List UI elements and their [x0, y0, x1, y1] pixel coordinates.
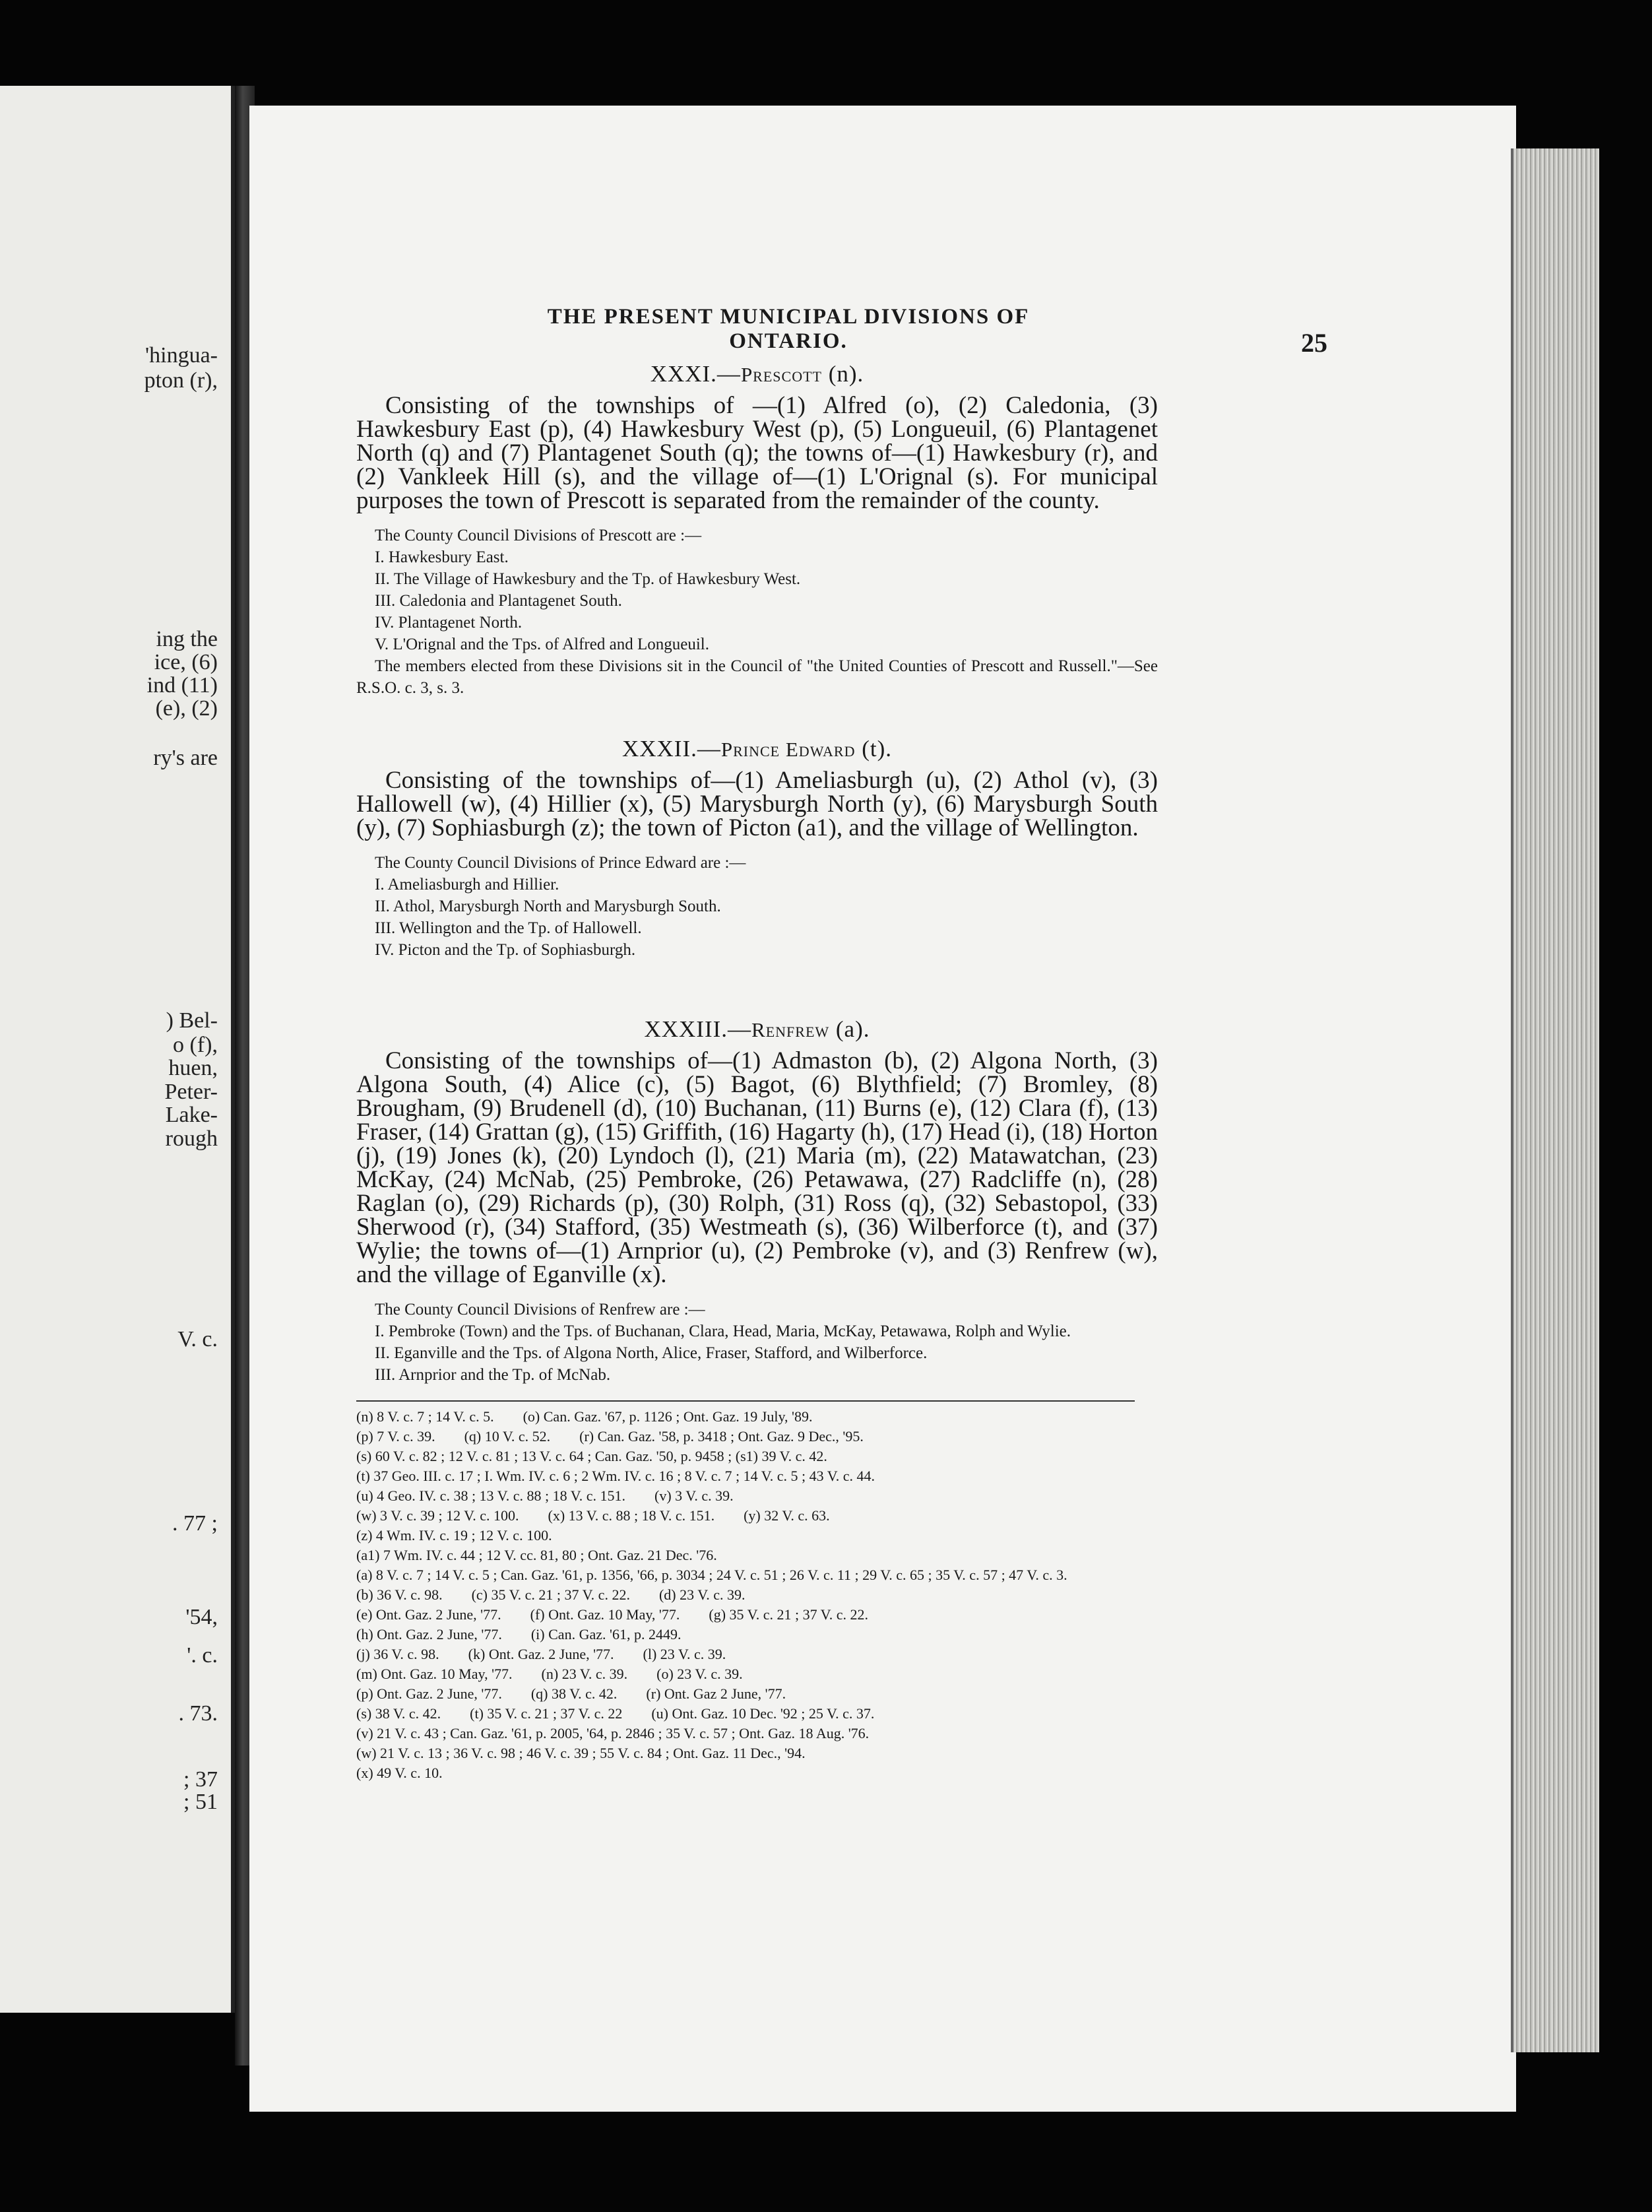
footnote: (z) 4 Wm. IV. c. 19 ; 12 V. c. 100.	[356, 1527, 552, 1544]
left-page-text-fragment: 'hingua-	[145, 343, 218, 368]
left-page-text-fragment: pton (r),	[144, 368, 218, 393]
section-name: Renfrew	[751, 1018, 830, 1041]
section-name: Prince Edward	[720, 738, 856, 761]
footnote: (u) 4 Geo. IV. c. 38 ; 13 V. c. 88 ; 18 V. c. 151. (v) 3 V. c. 39.	[356, 1487, 734, 1504]
council-heading: The County Council Divisions of Prescott are :—	[375, 527, 702, 544]
division-item: IV. Picton and the Tp. of Sophiasburgh.	[375, 941, 636, 959]
section-title	[356, 361, 1158, 387]
running-head: THE PRESENT MUNICIPAL DIVISIONS OF ONTARIO.	[547, 305, 1030, 353]
division-item: II. Athol, Marysburgh North and Marysburgh South.	[375, 897, 721, 915]
left-page-text-fragment: ice, (6)	[154, 650, 218, 674]
left-page-text-fragment: ; 51	[183, 1790, 218, 1814]
section-mark: (n).	[821, 361, 864, 387]
footnote: (p) Ont. Gaz. 2 June, '77. (q) 38 V. c. 42. (r) Ont. Gaz 2 June, '77.	[356, 1685, 786, 1702]
footnote: (w) 21 V. c. 13 ; 36 V. c. 98 ; 46 V. c. 39 ; 55 V. c. 84 ; Ont. Gaz. 11 Dec., '94.	[356, 1745, 806, 1761]
left-page-text-fragment: V. c.	[177, 1327, 218, 1351]
council-heading: The County Council Divisions of Renfrew are :—	[375, 1301, 705, 1318]
footnote: (p) 7 V. c. 39. (q) 10 V. c. 52. (r) Can. Gaz. '58, p. 3418 ; Ont. Gaz. 9 Dec., '95.	[356, 1428, 864, 1445]
left-page-text-fragment: ry's are	[153, 746, 218, 770]
section-renfrew	[356, 1016, 1158, 1386]
division-item: III. Caledonia and Plantagenet South.	[375, 592, 622, 610]
section-paragraph: Consisting of the townships of—(1) Admaston (b), (2) Algona North, (3) Algona South, (4) Alice (c), (5) Bagot, (6) Blythfield; (7) Bromley, (8) Brougham, (9) Brudenell (d), (10) Buchanan, (11) Burns (e), (12) Clara (f), (13) Fraser, (14) Grattan (g), (15) Griffith, (16) Hagarty (h), (17) Head (i), (18) Horton (j), (19) Jones (k), (20) Lyndoch (l), (21) Maria (m), (22) Matawatchan, (23) McKay, (24) McNab, (25) Pembroke, (26) Petawawa, (27) Radcliffe (n), (28) Raglan (o), (29) Richards (p), (30) Rolph, (31) Ross (q), (32) Sebastopol, (33) Sherwood (r), (34) Stafford, (35) Westmeath (s), (36) Wilberforce (t), and (37) Wylie; the towns of—(1) Arnprior (u), (2) Pembroke (v), and (3) Renfrew (w), and the village of Eganville (x).	[356, 1047, 1158, 1288]
left-page-text-fragment: ing the	[156, 627, 218, 651]
page-edge-stack	[1511, 148, 1599, 2052]
section-numeral: XXXI.—	[650, 361, 741, 387]
left-page-text-fragment: Lake-	[165, 1103, 218, 1127]
section-numeral: XXXIII.—	[644, 1016, 752, 1042]
left-page-text-fragment: . 77 ;	[172, 1511, 218, 1536]
left-page-text-fragment: '. c.	[187, 1643, 218, 1668]
division-item: I. Pembroke (Town) and the Tps. of Buchanan, Clara, Head, Maria, McKay, Petawawa, Rolph and Wylie.	[375, 1322, 1071, 1340]
left-page-text-fragment: Peter-	[164, 1080, 218, 1104]
section-paragraph: Consisting of the townships of—(1) Ameliasburgh (u), (2) Athol (v), (3) Hallowell (w), (4) Hillier (x), (5) Marysburgh North (y), (6) Marysburgh South (y), (7) Sophiasburgh (z); the town of Picton (a1), and the village of Wellington.	[356, 767, 1158, 841]
division-item: I. Hawkesbury East.	[375, 548, 509, 566]
footnote: (s) 60 V. c. 82 ; 12 V. c. 81 ; 13 V. c. 64 ; Can. Gaz. '50, p. 9458 ; (s1) 39 V. c. 42.	[356, 1448, 827, 1464]
left-facing-page	[0, 86, 235, 2013]
footnote: (a) 8 V. c. 7 ; 14 V. c. 5 ; Can. Gaz. '61, p. 1356, '66, p. 3034 ; 24 V. c. 51 ; 26 V. c. 11 ; 29 V. c. 65 ; 35 V. c. 57 ; 47 V. c. 3.	[356, 1567, 1067, 1583]
section-prescott	[356, 361, 1158, 699]
footnote: (w) 3 V. c. 39 ; 12 V. c. 100. (x) 13 V. c. 88 ; 18 V. c. 151. (y) 32 V. c. 63.	[356, 1507, 830, 1524]
left-page-text-fragment: '54,	[185, 1605, 218, 1629]
footnote: (j) 36 V. c. 98. (k) Ont. Gaz. 2 June, '77. (l) 23 V. c. 39.	[356, 1646, 726, 1662]
footnote: (x) 49 V. c. 10.	[356, 1765, 443, 1781]
division-item: III. Wellington and the Tp. of Hallowell.	[375, 919, 642, 937]
section-paragraph: Consisting of the townships of —(1) Alfred (o), (2) Caledonia, (3) Hawkesbury East (p), (4) Hawkesbury West (p), (5) Longueuil, (6) Plantagenet North (q) and (7) Plantagenet South (q); the towns of—(1) Hawkesbury (r), and (2) Vankleek Hill (s), and the village of—(1) L'Orignal (s). For municipal purposes the town of Prescott is separated from the remainder of the county.	[356, 392, 1158, 514]
footnote: (b) 36 V. c. 98. (c) 35 V. c. 21 ; 37 V. c. 22. (d) 23 V. c. 39.	[356, 1586, 746, 1603]
footnote: (v) 21 V. c. 43 ; Can. Gaz. '61, p. 2005, '64, p. 2846 ; 35 V. c. 57 ; Ont. Gaz. 18 Aug. '76.	[356, 1725, 870, 1741]
footnote: (e) Ont. Gaz. 2 June, '77. (f) Ont. Gaz. 10 May, '77. (g) 35 V. c. 21 ; 37 V. c. 22.	[356, 1606, 868, 1623]
section-mark: (a).	[829, 1016, 870, 1042]
footnote: (h) Ont. Gaz. 2 June, '77. (i) Can. Gaz. '61, p. 2449.	[356, 1626, 682, 1643]
left-page-text-fragment: (e), (2)	[155, 696, 218, 721]
footnotes	[356, 1407, 1158, 1783]
division-item: II. The Village of Hawkesbury and the Tp. of Hawkesbury West.	[375, 570, 801, 588]
section-mark: (t).	[855, 736, 893, 762]
council-heading: The County Council Divisions of Prince Edward are :—	[375, 854, 746, 872]
section-note: The members elected from these Divisions sit in the Council of "the United Counties of Prescott and Russell."—See R.S.O. c. 3, s. 3.	[356, 657, 1158, 697]
section-title	[356, 736, 1158, 762]
page-number: 25	[1301, 328, 1327, 358]
left-page-text-fragment: ind (11)	[146, 673, 218, 698]
footnote: (n) 8 V. c. 7 ; 14 V. c. 5. (o) Can. Gaz. '67, p. 1126 ; Ont. Gaz. 19 July, '89.	[356, 1408, 813, 1425]
page-content	[356, 300, 1158, 1783]
division-item: IV. Plantagenet North.	[375, 614, 523, 632]
footnote: (t) 37 Geo. III. c. 17 ; I. Wm. IV. c. 6 ; 2 Wm. IV. c. 16 ; 8 V. c. 7 ; 14 V. c. 5 ; 43 V. c. 44.	[356, 1468, 875, 1484]
left-page-text-fragment: . 73.	[178, 1701, 218, 1726]
left-page-text-fragment: ; 37	[183, 1767, 218, 1792]
section-name: Prescott	[740, 363, 822, 386]
footnote: (s) 38 V. c. 42. (t) 35 V. c. 21 ; 37 V. c. 22 (u) Ont. Gaz. 10 Dec. '92 ; 25 V. c. 37.	[356, 1705, 875, 1722]
division-item: II. Eganville and the Tps. of Algona North, Alice, Fraser, Stafford, and Wilberforce.	[375, 1344, 928, 1362]
section-title	[356, 1016, 1158, 1043]
left-page-text-fragment: rough	[165, 1126, 218, 1151]
footnote: (m) Ont. Gaz. 10 May, '77. (n) 23 V. c. 39. (o) 23 V. c. 39.	[356, 1666, 743, 1682]
division-item: I. Ameliasburgh and Hillier.	[375, 876, 559, 894]
footnote: (a1) 7 Wm. IV. c. 44 ; 12 V. cc. 81, 80 ; Ont. Gaz. 21 Dec. '76.	[356, 1547, 717, 1563]
section-prince-edward	[356, 736, 1158, 961]
left-page-text-fragment: ) Bel-	[166, 1008, 218, 1033]
left-page-text-fragment: o (f),	[173, 1033, 218, 1057]
left-page-text-fragment: huen,	[168, 1056, 218, 1080]
footnote-rule	[356, 1400, 1135, 1402]
section-numeral: XXXII.—	[621, 736, 721, 762]
division-item: V. L'Orignal and the Tps. of Alfred and Longueuil.	[375, 635, 709, 653]
division-item: III. Arnprior and the Tp. of McNab.	[375, 1366, 611, 1384]
